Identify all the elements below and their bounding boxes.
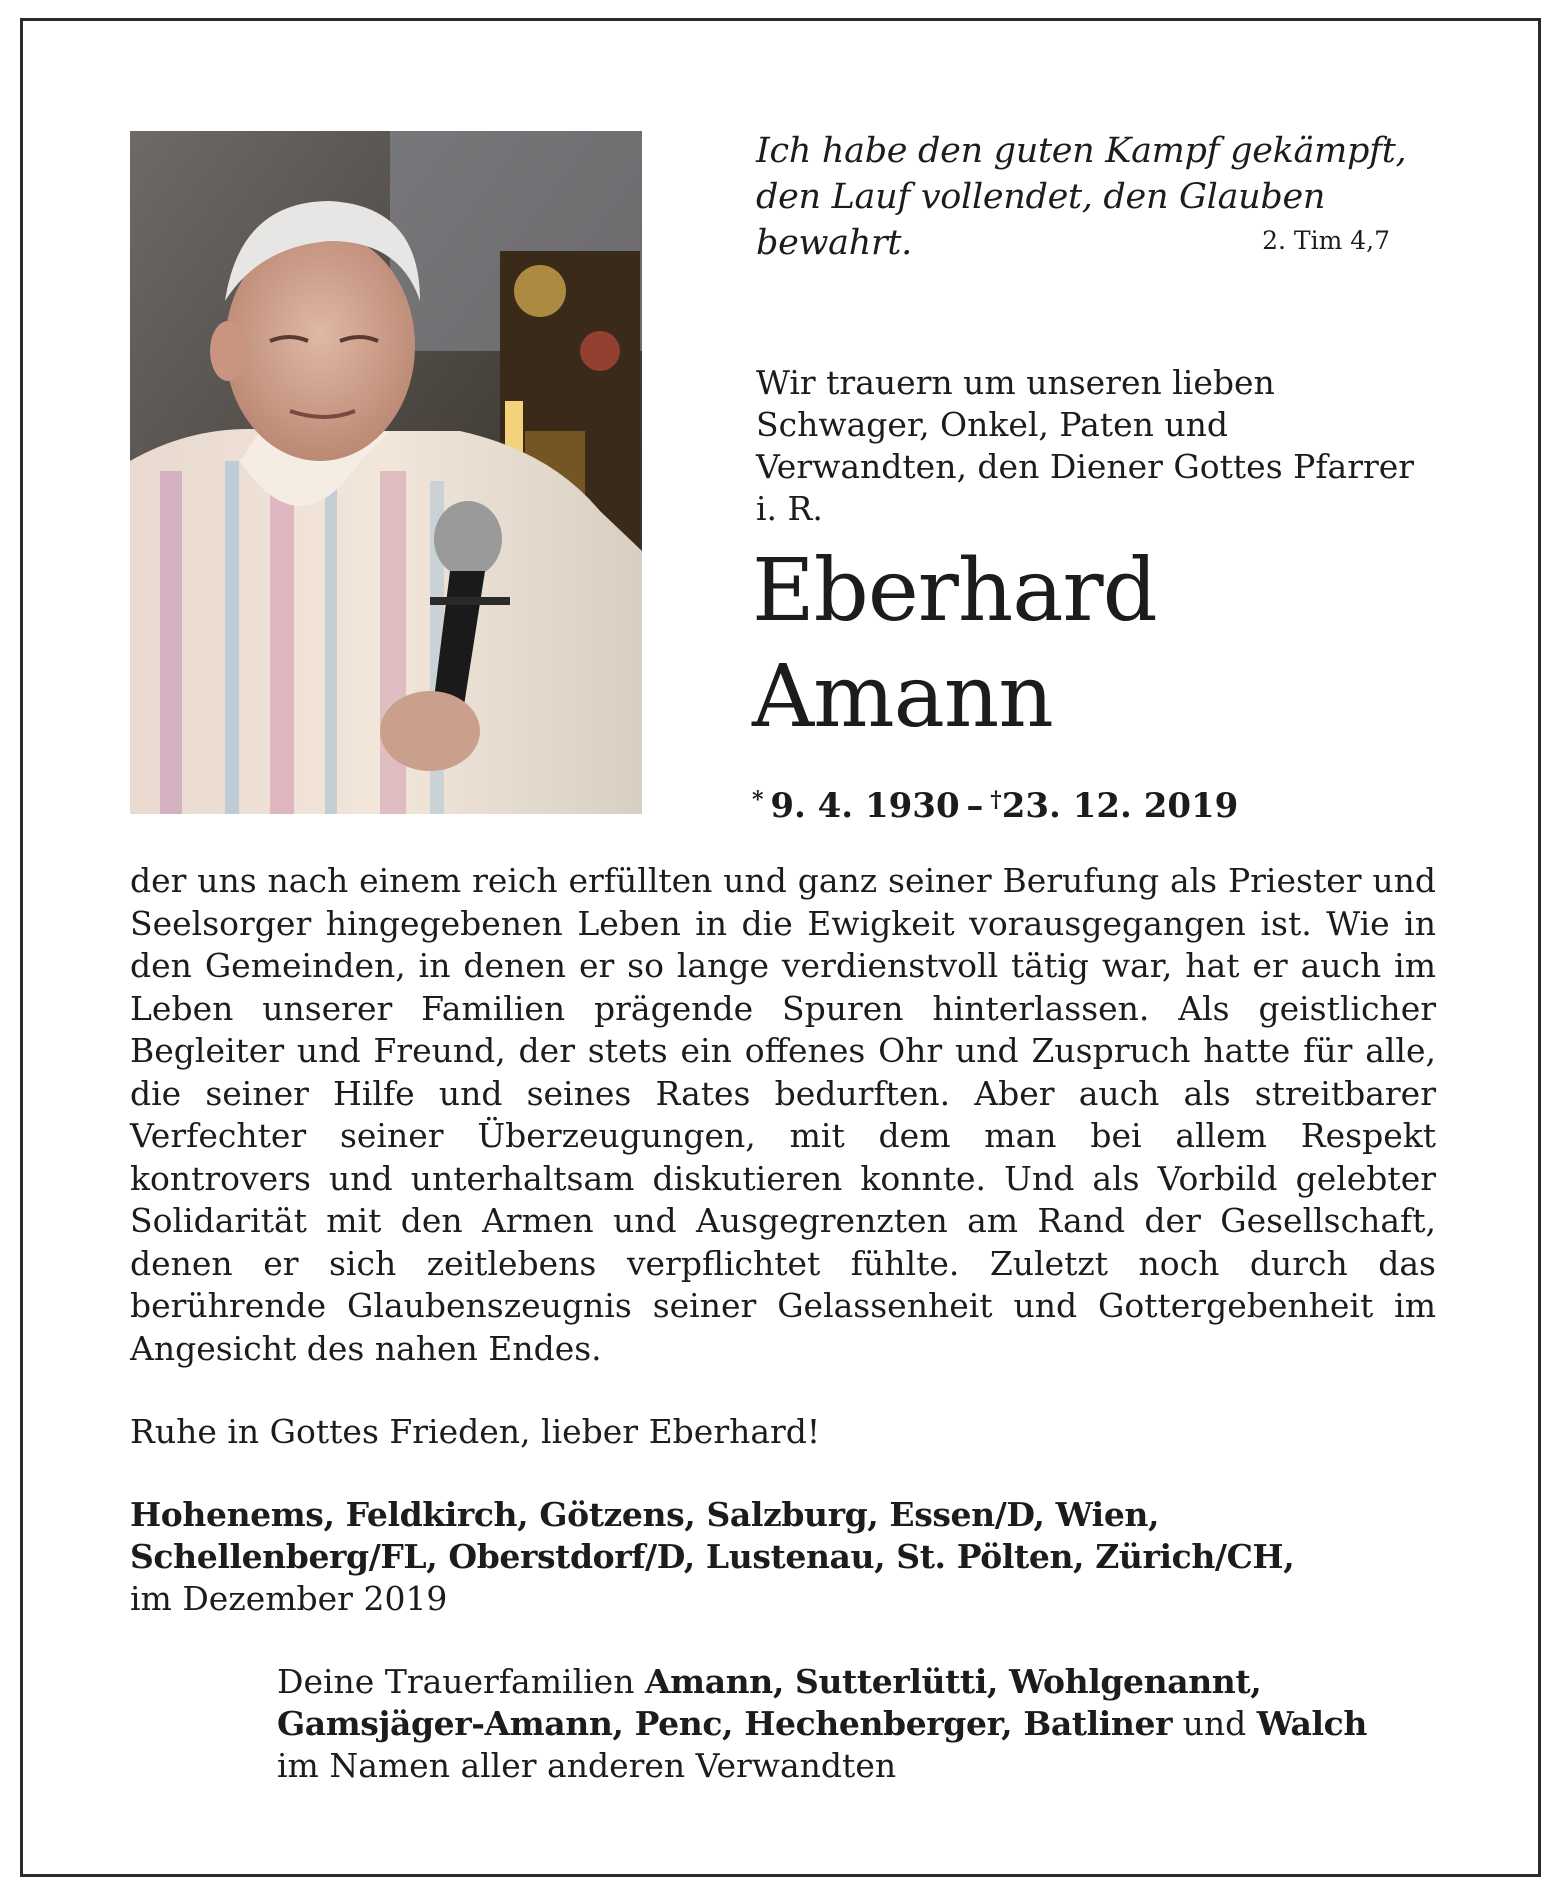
families-conjunction: und <box>1182 1704 1247 1743</box>
mourning-families <box>277 1661 1437 1787</box>
life-dates <box>752 778 1238 828</box>
last-name: Amann <box>752 647 1053 747</box>
obituary-text: der uns nach einem reich erfüllten und ganz seiner Berufung als Priester und Seelsorger hingegebenen Leben in die Ewigkeit vorausgegangen ist. Wie in den Gemeinden, in denen er so lange verdienstvoll tätig war, hat er auch im Leben unserer Familien prägende Spuren hinterlassen. Als geistlicher Begleiter und Freund, der stets ein offenes Ohr und Zuspruch hatte für alle, die seiner Hilfe und seines Rates bedurften. Aber auch als streitbarer Verfechter seiner Überzeugungen, mit dem man bei allem Respekt kontrovers und unterhaltsam diskutieren konnte. Und als Vorbild gelebter Solidarität mit den Armen und Ausgegrenzten am Rand der Gesellschaft, denen er sich zeitlebens verpflichtet fühlte. Zuletzt noch durch das berührende Glaubenszeugnis seiner Gelassenheit und Gottergebenheit im Angesicht des nahen Endes. <box>130 861 1436 1368</box>
places-line-2: Schellenberg/FL, Oberstdorf/D, Lustenau, St. Pölten, Zürich/CH, <box>130 1537 1295 1576</box>
places-line-1: Hohenems, Feldkirch, Götzens, Salzburg, Essen/D, Wien, <box>130 1495 1160 1534</box>
families-prefix: Deine Trauerfamilien <box>277 1662 635 1701</box>
birth-symbol: * <box>752 787 764 813</box>
places-block <box>130 1494 1294 1620</box>
verse-line-1: Ich habe den guten Kampf gekämpft, <box>756 131 1407 171</box>
families-suffix: im Namen aller anderen Verwandten <box>277 1746 897 1785</box>
family-names-3: Walch <box>1256 1704 1367 1743</box>
verse-line-2: den Lauf vollendet, den Glauben bewahrt. <box>756 177 1326 263</box>
verse-reference: 2. Tim 4,7 <box>1262 226 1390 255</box>
portrait-photo <box>130 131 642 814</box>
deceased-name <box>752 538 1157 750</box>
death-symbol: † <box>990 787 1002 813</box>
date-separator: – <box>966 786 984 826</box>
intro-text: Wir trauern um unseren lieben Schwager, Onkel, Paten und Verwandten, den Diener Gottes Pfarrer i. R. <box>756 363 1415 528</box>
notice-date: im Dezember 2019 <box>130 1579 448 1618</box>
family-names-1: Amann, Sutterlütti, Wohlgenannt, <box>644 1662 1262 1701</box>
death-date: 23. 12. 2019 <box>1001 786 1239 826</box>
first-name: Eberhard <box>752 541 1157 641</box>
farewell-line: Ruhe in Gottes Frieden, lieber Eberhard! <box>130 1412 821 1451</box>
family-names-2: Gamsjäger-Amann, Penc, Hechenberger, Batliner <box>277 1704 1173 1743</box>
birth-date: 9. 4. 1930 <box>770 786 960 826</box>
